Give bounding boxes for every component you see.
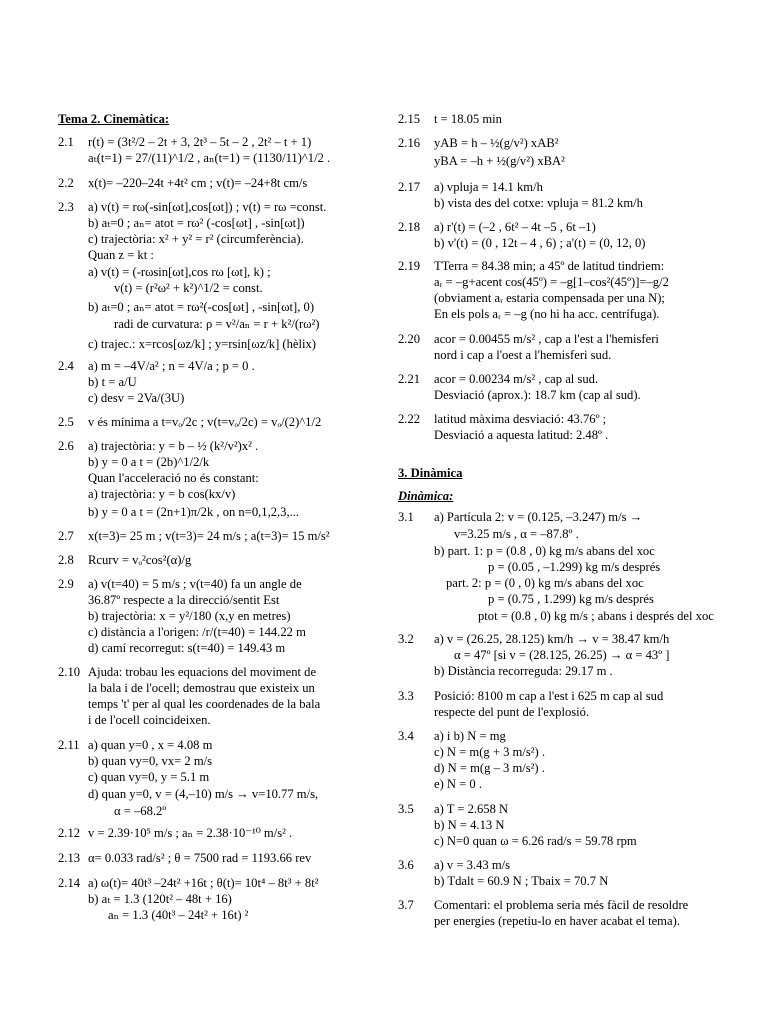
problem-number: 2.21 xyxy=(398,372,421,386)
answer-line: b) aₜ=0 ; aₙ= atot = rω² (-cos[ωt] , -sin[ωt]) xyxy=(88,216,305,230)
problem-number: 2.16 xyxy=(398,136,421,150)
answer-line: r(t) = (3t²/2 – 2t + 3, 2t³ – 5t – 2 , 2t² – t + 1) xyxy=(88,135,312,149)
problem-number: 3.7 xyxy=(398,898,414,912)
answer-line: α = 47º [si v = (28.125, 26.25) → α = 43º ] xyxy=(454,648,670,662)
answer-line: b) vista des del cotxe: vpluja = 81.2 km/h xyxy=(434,196,643,210)
answer-line: a) r'(t) = (–2 , 6t² – 4t –5 , 6t –1) xyxy=(434,220,596,234)
answer-line: Rcurv = vₒ²cos²(α)/g xyxy=(88,553,192,567)
answer-line: v(t) = (r²ω² + k²)^1/2 = const. xyxy=(114,281,263,295)
answer-line: latitud màxima desviació: 43.76º ; xyxy=(434,412,607,426)
answer-line: c) quan vy=0, y = 5.1 m xyxy=(88,770,210,784)
answer-line: b) y = 0 a t = (2b)^1/2/k xyxy=(88,455,210,469)
problem-number: 2.2 xyxy=(58,176,74,190)
answer-line: b) aₜ=0 ; aₙ= atot = rω²(-cos[ωt] , -sin[ωt], 0) xyxy=(88,300,315,314)
answer-line: acor = 0.00234 m/s² , cap al sud. xyxy=(434,372,599,386)
answer-line: b) part. 1: p = (0.8 , 0) kg m/s abans del xoc xyxy=(434,544,655,558)
problem-number: 2.12 xyxy=(58,826,81,840)
problem-number: 2.3 xyxy=(58,200,74,214)
answer-line: a) T = 2.658 N xyxy=(434,802,509,816)
answer-line: la bala i de l'ocell; demostrau que existeix un xyxy=(88,681,315,695)
answer-line: aᵣ = –g+acent cos(45º) = –g[1–cos²(45º)]=–g/2 xyxy=(434,275,669,289)
answer-line: d) camí recorregut: s(t=40) = 149.43 m xyxy=(88,641,286,655)
problem-number: 2.9 xyxy=(58,577,74,591)
answer-line: Comentari: el problema seria més fàcil de resoldre xyxy=(434,898,689,912)
problem-number: 2.8 xyxy=(58,553,74,567)
problem-number: 2.5 xyxy=(58,415,74,429)
answer-line: Ajuda: trobau les equacions del moviment de xyxy=(88,665,317,679)
answer-line: b) N = 4.13 N xyxy=(434,818,505,832)
problem-number: 2.20 xyxy=(398,332,421,346)
answer-line: c) trajectòria: x² + y² = r² (circumferència). xyxy=(88,232,304,246)
answer-line: v és mínima a t=vₒ/2c ; v(t=vₒ/2c) = vₒ/(2)^1/2 xyxy=(88,415,322,429)
problem-number: 2.10 xyxy=(58,665,81,679)
answer-line: ptot = (0.8 , 0) kg m/s ; abans i després del xoc xyxy=(478,609,714,623)
answer-line: d) quan y=0, v = (4,–10) m/s → v=10.77 m/s, xyxy=(88,787,319,801)
answer-line: t = 18.05 min xyxy=(434,112,502,126)
answer-line: En els pols aᵣ = –g (no hi ha acc. centrífuga). xyxy=(434,307,660,321)
answer-line: x(t)= –220–24t +4t² cm ; v(t)= –24+8t cm/s xyxy=(88,176,308,190)
problem-number: 2.11 xyxy=(58,738,80,752)
answer-line: aₙ = 1.3 (40t³ – 24t² + 16t) ² xyxy=(108,908,249,922)
answer-line: a) vpluja = 14.1 km/h xyxy=(434,180,543,194)
answer-line: v = 2.39·10⁵ m/s ; aₙ = 2.38·10⁻¹⁰ m/s² . xyxy=(88,826,293,840)
subsection-heading: Dinàmica: xyxy=(398,489,454,503)
answer-line: p = (0.75 , 1.299) kg m/s després xyxy=(488,592,654,606)
answer-line: a) quan y=0 , x = 4.08 m xyxy=(88,738,213,752)
answer-line: a) v = 3.43 m/s xyxy=(434,858,511,872)
problem-number: 2.19 xyxy=(398,259,421,273)
problem-number: 2.15 xyxy=(398,112,421,126)
answer-line: a) i b) N = mg xyxy=(434,729,506,743)
answer-line: a) m = –4V/a² ; n = 4V/a ; p = 0 . xyxy=(88,359,255,373)
answer-line: b) t = a/U xyxy=(88,375,137,389)
answer-line: yBA = –h + ½(g/v²) xBA² xyxy=(434,154,565,168)
answer-line: a) v(t) = rω(-sin[ωt],cos[ωt]) ; v(t) = rω =const. xyxy=(88,200,327,214)
answer-line: i de l'ocell coincideixen. xyxy=(88,713,211,727)
problem-number: 2.14 xyxy=(58,876,81,890)
answer-line: c) N=0 quan ω = 6.26 rad/s = 59.78 rpm xyxy=(434,834,637,848)
problem-number: 2.4 xyxy=(58,359,74,373)
answer-line: radi de curvatura: ρ = v²/aₙ = r + k²/(rω²) xyxy=(114,317,320,331)
answer-line: b) Tdalt = 60.9 N ; Tbaix = 70.7 N xyxy=(434,874,609,888)
answer-line: temps 't' per al qual les coordenades de la bala xyxy=(88,697,321,711)
answer-line: per energies (repetiu-lo en haver acabat el tema). xyxy=(434,914,680,928)
answer-line: acor = 0.00455 m/s² , cap a l'est a l'hemisferi xyxy=(434,332,659,346)
answer-line: α= 0.033 rad/s² ; θ = 7500 rad = 1193.66 rev xyxy=(88,851,312,865)
answer-line: (obviament aᵣ estaria compensada per una N); xyxy=(434,291,665,305)
answer-line: aₜ(t=1) = 27/(11)^1/2 , aₙ(t=1) = (1130/11)^1/2 . xyxy=(88,151,331,165)
answer-line: yAB = h – ½(g/v²) xAB² xyxy=(434,136,559,150)
problem-number: 2.7 xyxy=(58,529,74,543)
answer-line: Posició: 8100 m cap a l'est i 625 m cap al sud xyxy=(434,689,664,703)
section-heading: 3. Dinàmica xyxy=(398,466,463,480)
answer-line: b) trajectòria: x = y²/180 (x,y en metres) xyxy=(88,609,291,623)
problem-number: 2.18 xyxy=(398,220,421,234)
answer-line: v=3.25 m/s , α = –87.8º . xyxy=(454,527,579,541)
answer-line: respecte del punt de l'explosió. xyxy=(434,705,590,719)
answer-line: a) v(t=40) = 5 m/s ; v(t=40) fa un angle de xyxy=(88,577,302,591)
answer-line: a) Partícula 2: v = (0.125, –3.247) m/s → xyxy=(434,510,643,524)
problem-number: 2.6 xyxy=(58,439,74,453)
answer-line: e) N = 0 . xyxy=(434,777,483,791)
answer-line: a) ω(t)= 40t³ –24t² +16t ; θ(t)= 10t⁴ – 8t³ + 8t² xyxy=(88,876,319,890)
answer-line: Quan z = kt : xyxy=(88,248,154,262)
answer-line: c) desv = 2Va/(3U) xyxy=(88,391,185,405)
answer-line: c) N = m(g + 3 m/s²) . xyxy=(434,745,546,759)
problem-number: 2.1 xyxy=(58,135,74,149)
answer-line: c) trajec.: x=rcos[ωz/k] ; y=rsin[ωz/k] (hèlix) xyxy=(88,337,316,351)
problem-number: 3.4 xyxy=(398,729,414,743)
answer-line: d) N = m(g – 3 m/s²) . xyxy=(434,761,545,775)
answer-line: part. 2: p = (0 , 0) kg m/s abans del xoc xyxy=(446,576,644,590)
answer-line: a) v = (26.25, 28.125) km/h → v = 38.47 km/h xyxy=(434,632,670,646)
answer-line: α = –68.2º xyxy=(114,804,167,818)
answer-line: b) aₜ = 1.3 (120t² – 48t + 16) xyxy=(88,892,232,906)
problem-number: 3.1 xyxy=(398,510,414,524)
answer-line: Desviació a aquesta latitud: 2.48º . xyxy=(434,428,609,442)
answer-line: x(t=3)= 25 m ; v(t=3)= 24 m/s ; a(t=3)= 15 m/s² xyxy=(88,529,330,543)
problem-number: 2.17 xyxy=(398,180,421,194)
answer-line: Quan l'acceleració no és constant: xyxy=(88,471,259,485)
problem-number: 3.6 xyxy=(398,858,414,872)
answer-line: b) Distància recorreguda: 29.17 m . xyxy=(434,664,613,678)
answer-line: b) v'(t) = (0 , 12t – 4 , 6) ; a'(t) = (0, 12, 0) xyxy=(434,236,646,250)
answer-line: a) trajectòria: y = b cos(kx/v) xyxy=(88,487,236,501)
answer-line: b) y = 0 a t = (2n+1)π/2k , on n=0,1,2,3,... xyxy=(88,505,300,519)
answer-line: nord i cap a l'oest a l'hemisferi sud. xyxy=(434,348,612,362)
answer-line: b) quan vy=0, vx= 2 m/s xyxy=(88,754,213,768)
section-heading: Tema 2. Cinemàtica: xyxy=(58,112,170,126)
problem-number: 3.5 xyxy=(398,802,414,816)
problem-number: 3.3 xyxy=(398,689,414,703)
answer-line: a) trajectòria: y = b – ½ (k²/v²)x² . xyxy=(88,439,259,453)
answer-line: TTerra = 84.38 min; a 45º de latitud tindriem: xyxy=(434,259,665,273)
problem-number: 2.13 xyxy=(58,851,81,865)
answer-line: p = (0.05 , –1.299) kg m/s després xyxy=(488,560,661,574)
problem-number: 3.2 xyxy=(398,632,414,646)
answer-line: c) distància a l'origen: /r/(t=40) = 144.22 m xyxy=(88,625,306,639)
answer-line: 36.87º respecte a la direcció/sentit Est xyxy=(88,593,280,607)
answer-line: Desviació (aprox.): 18.7 km (cap al sud). xyxy=(434,388,641,402)
problem-number: 2.22 xyxy=(398,412,421,426)
answer-line: a) v(t) = (-rωsin[ωt],cos rω [ωt], k) ; xyxy=(88,265,271,279)
